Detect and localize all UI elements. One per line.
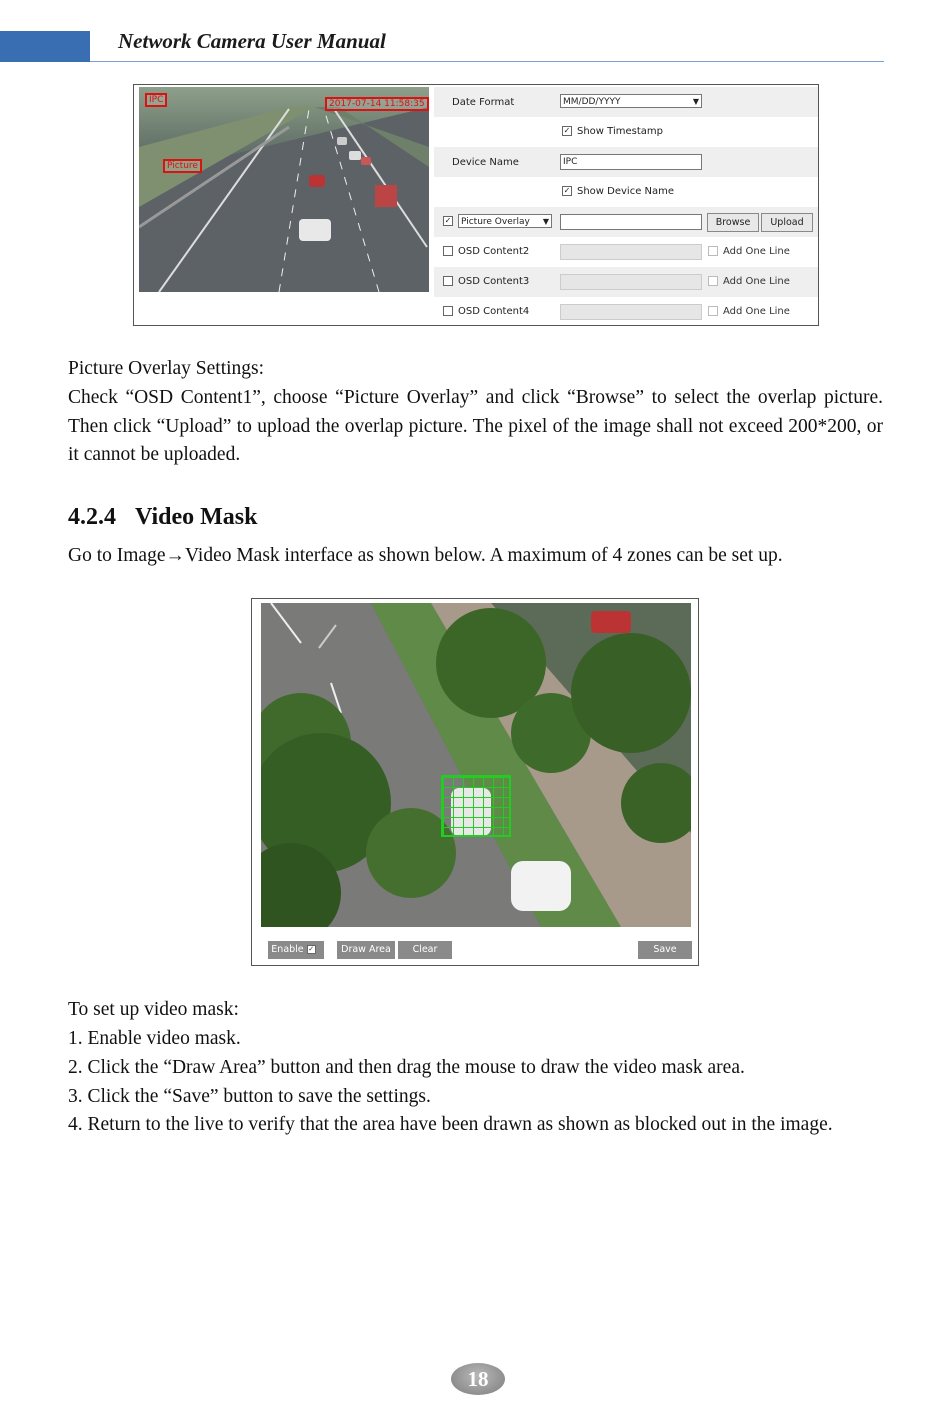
osd-settings-screenshot — [133, 84, 819, 326]
date-format-select[interactable]: MM/DD/YYYY ▼ — [560, 94, 702, 108]
osd-content3-input[interactable] — [560, 274, 702, 290]
browse-button[interactable]: Browse — [707, 213, 759, 232]
chevron-down-icon: ▼ — [542, 217, 549, 226]
step-4: 4. Return to the live to verify that the area have been drawn as shown as blocked out in the image. — [68, 1114, 833, 1135]
highway-scene — [139, 87, 429, 292]
street-scene — [261, 603, 691, 927]
show-timestamp-row — [434, 117, 818, 147]
osd-content1-checkbox[interactable]: ✓ — [444, 216, 452, 225]
header-accent-bar — [0, 31, 90, 62]
date-format-row — [434, 87, 818, 117]
section-title: Video Mask — [135, 504, 258, 530]
chevron-down-icon: ▼ — [692, 97, 699, 106]
show-timestamp-checkbox[interactable]: ✓ Show Timestamp — [563, 126, 663, 137]
paragraph-picture-overlay: Check “OSD Content1”, choose “Picture Overlay” and click “Browse” to select the overlap picture. Then click “Upload” to upload the overlap picture. The pixel of the image shall not exceed 200*200, or it cannot be uploaded. — [68, 387, 883, 466]
draw-area-button[interactable]: Draw Area — [337, 941, 395, 959]
osd-content2-row — [434, 237, 818, 267]
camera-preview-highway — [139, 87, 429, 292]
device-name-label: Device Name — [452, 157, 519, 168]
osd-timestamp-overlay: 2017-07-14 11:58:35 — [325, 97, 429, 111]
video-mask-area[interactable] — [441, 775, 511, 837]
video-mask-screenshot — [251, 598, 699, 966]
date-format-label: Date Format — [452, 97, 515, 108]
clear-button[interactable]: Clear — [398, 941, 452, 959]
step-1: 1. Enable video mask. — [68, 1028, 241, 1049]
osd-form — [434, 85, 818, 325]
paragraph-heading: Picture Overlay Settings: — [68, 358, 265, 379]
add-one-line-checkbox[interactable]: Add One Line — [708, 246, 790, 257]
add-one-line-checkbox[interactable]: Add One Line — [708, 306, 790, 317]
osd-content1-row — [434, 207, 818, 237]
osd-picture-overlay: Picture — [163, 159, 202, 173]
upload-button[interactable]: Upload — [761, 213, 813, 232]
osd-content3-row — [434, 267, 818, 297]
osd-device-name-overlay: IPC — [145, 93, 167, 107]
steps-intro: To set up video mask: — [68, 999, 239, 1020]
show-device-name-row — [434, 177, 818, 207]
arrow-right-icon: → — [165, 545, 185, 566]
page-number: 18 — [451, 1363, 505, 1395]
osd-content2-input[interactable] — [560, 244, 702, 260]
osd-content4-input[interactable] — [560, 304, 702, 320]
device-name-input[interactable]: IPC — [560, 154, 702, 170]
show-device-name-checkbox[interactable]: ✓ Show Device Name — [563, 186, 675, 197]
osd-content4-row — [434, 297, 818, 327]
camera-preview-street — [261, 603, 691, 927]
section-heading — [68, 504, 257, 531]
paragraph-intro: Go to Image→Video Mask interface as shown below. A maximum of 4 zones can be set up. — [68, 545, 783, 566]
save-button[interactable]: Save — [638, 941, 692, 959]
enable-checkbox[interactable]: Enable ✓ — [268, 941, 324, 959]
check-icon: ✓ — [308, 945, 315, 953]
add-one-line-checkbox[interactable]: Add One Line — [708, 276, 790, 287]
overlay-file-input[interactable] — [560, 214, 702, 230]
device-name-row — [434, 147, 818, 177]
header-rule — [90, 61, 884, 62]
header-title: Network Camera User Manual — [118, 29, 386, 53]
step-3: 3. Click the “Save” button to save the settings. — [68, 1086, 431, 1107]
section-number: 4.2.4 — [68, 504, 116, 530]
osd-content3-checkbox[interactable]: OSD Content3 — [443, 276, 529, 287]
step-2: 2. Click the “Draw Area” button and then drag the mouse to draw the video mask area. — [68, 1057, 745, 1078]
overlay-type-select[interactable]: Picture Overlay ▼ — [458, 214, 552, 228]
osd-content4-checkbox[interactable]: OSD Content4 — [443, 306, 529, 317]
osd-content2-checkbox[interactable]: OSD Content2 — [443, 246, 529, 257]
